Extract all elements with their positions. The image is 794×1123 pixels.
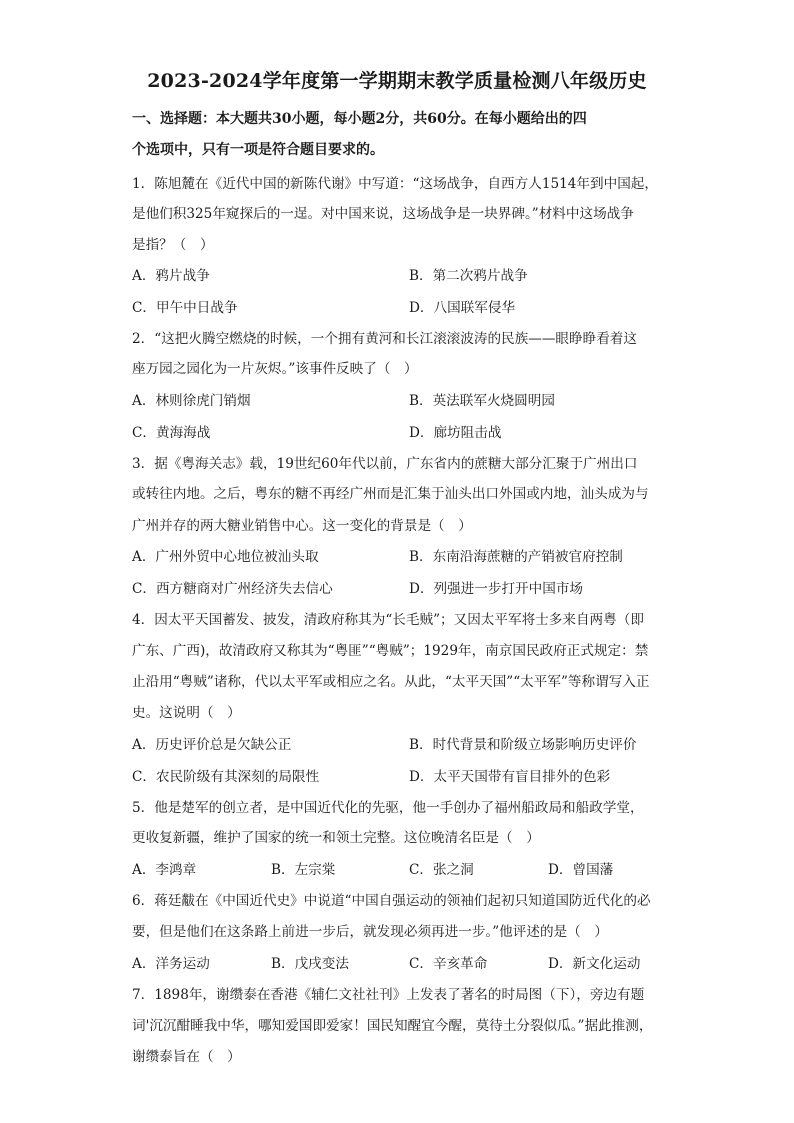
- question-1-line-3: 是指？（ ）: [132, 237, 214, 253]
- page-title: 2023-2024学年度第一学期期末教学质量检测八年级历史: [147, 70, 647, 92]
- question-7-line-3: 谢缵泰旨在（ ）: [132, 1049, 241, 1065]
- question-3-option-a: A．广州外贸中心地位被汕头取: [132, 549, 319, 565]
- question-5-option-a: A．李鸿章: [132, 862, 197, 878]
- question-5-option-b: B．左宗棠: [271, 862, 336, 878]
- question-2-line-1: 2．“这把火腾空燃烧的时候，一个拥有黄河和长江滚滚波涛的民族——眼睁睁看着这: [132, 331, 637, 347]
- question-1-option-b: B．第二次鸦片战争: [409, 268, 528, 284]
- question-1-line-1: 1．陈旭麓在《近代中国的新陈代谢》中写道：“这场战争，自西方人1514年到中国起，: [132, 176, 658, 192]
- question-6-option-a: A．洋务运动: [132, 956, 210, 972]
- question-4-line-2: 广东、广西)，故清政府又称其为“粤匪”“粤贼”；1929年，南京国民政府正式规定：禁: [132, 643, 649, 659]
- question-3-option-d: D．列强进一步打开中国市场: [409, 581, 584, 597]
- question-6-option-b: B．戊戌变法: [271, 956, 349, 972]
- question-5-option-c: C．张之洞: [409, 862, 474, 878]
- section-header-line-2: 个选项中，只有一项是符合题目要求的。: [132, 142, 384, 158]
- question-6-line-2: 要，但是他们在这条路上前进一步后，就发现必须再进一步。”他评述的是（ ）: [132, 924, 608, 940]
- question-4-line-4: 史。这说明（ ）: [132, 705, 241, 721]
- question-3-line-2: 或转往内地。之后，粤东的糖不再经广州而是汇集于汕头出口外国或内地，汕头成为与: [132, 486, 649, 502]
- question-7-line-1: 7．1898年，谢缵泰在香港《辅仁文社社刊》上发表了著名的时局图（下），旁边有题: [132, 987, 645, 1003]
- question-4-option-b: B．时代背景和阶级立场影响历史评价: [409, 737, 637, 753]
- question-6-line-1: 6．蒋廷黻在《中国近代史》中说道“中国自强运动的领袖们起初只知道国防近代化的必: [132, 893, 651, 909]
- question-3-line-3: 广州并存的两大糖业销售中心。这一变化的背景是（ ）: [132, 518, 472, 534]
- question-1-line-2: 是他们积325年窥探后的一逞。对中国来说，这场战争是一块界碑。”材料中这场战争: [132, 206, 634, 222]
- question-2-option-a: A．林则徐虎门销烟: [132, 393, 251, 409]
- question-4-option-a: A．历史评价总是欠缺公正: [132, 737, 292, 753]
- question-4-line-3: 止沿用“粤贼”诸称，代以太平军或相应之名。从此，“太平天国”“太平军”等称谓写入正: [132, 674, 650, 690]
- question-1-option-c: C．甲午中日战争: [132, 300, 238, 316]
- question-2-line-2: 座万园之园化为一片灰烬。”该事件反映了（ ）: [132, 361, 418, 377]
- question-6-option-c: C．辛亥革命: [409, 956, 488, 972]
- question-2-option-c: C．黄海海战: [132, 425, 211, 441]
- question-2-option-b: B．英法联军火烧圆明园: [409, 393, 555, 409]
- question-5-line-2: 更收复新疆，维护了国家的统一和领土完整。这位晚清名臣是（ ）: [132, 830, 540, 846]
- question-4-option-c: C．农民阶级有其深刻的局限性: [132, 769, 320, 785]
- question-5-option-d: D．曾国藩: [548, 862, 614, 878]
- question-3-option-b: B．东南沿海蔗糖的产销被官府控制: [409, 549, 623, 565]
- question-6-option-d: D．新文化运动: [548, 956, 641, 972]
- question-1-option-a: A．鸦片战争: [132, 268, 210, 284]
- question-2-option-d: D．廊坊阻击战: [409, 425, 502, 441]
- question-7-line-2: 词'沉沉酣睡我中华，哪知爱国即爱家！国民知醒宜今醒，莫待土分裂似瓜。”据此推测，: [132, 1018, 653, 1034]
- question-3-option-c: C．西方糖商对广州经济失去信心: [132, 581, 333, 597]
- question-4-option-d: D．太平天国带有盲目排外的色彩: [409, 769, 611, 785]
- question-4-line-1: 4．因太平天国蓄发、披发，清政府称其为“长毛贼”；又因太平军将士多来自两粤（即: [132, 612, 644, 628]
- section-header-line-1: 一、选择题：本大题共30小题，每小题2分，共60分。在每小题给出的四: [132, 111, 587, 127]
- question-3-line-1: 3．据《粤海关志》载，19世纪60年代以前，广东省内的蔗糖大部分汇聚于广州出口: [132, 456, 638, 472]
- question-5-line-1: 5．他是楚军的创立者，是中国近代化的先驱，他一手创办了福州船政局和船政学堂，: [132, 800, 644, 816]
- question-1-option-d: D．八国联军侵华: [409, 300, 516, 316]
